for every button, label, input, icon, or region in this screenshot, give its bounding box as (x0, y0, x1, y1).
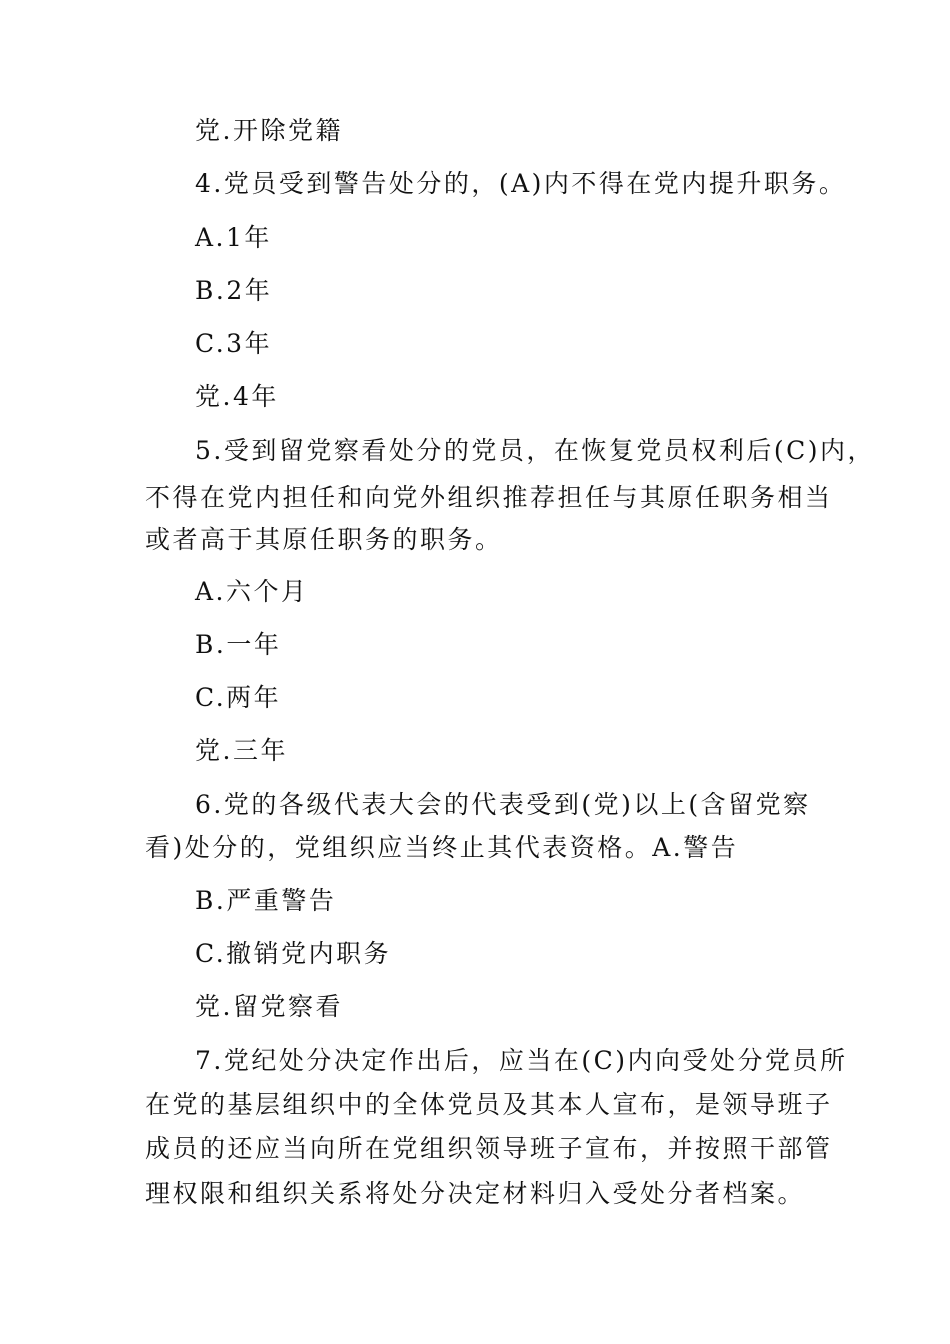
question-6-line-2: 看)处分的，党组织应当终止其代表资格。A.警告 (145, 833, 739, 862)
question-7-line-2: 在党的基层组织中的全体党员及其本人宣布，是领导班子 (145, 1090, 833, 1119)
option-d-q4: 党.4年 (195, 382, 279, 411)
question-7-line-3: 成员的还应当向所在党组织领导班子宣布，并按照干部管 (145, 1134, 833, 1163)
option-a-q4: A.1年 (195, 223, 272, 252)
option-d-q6: 党.留党察看 (195, 992, 343, 1021)
option-c-q6: C.撤销党内职务 (195, 939, 392, 968)
question-7-line-1: 7.党纪处分决定作出后，应当在(C)内向受处分党员所 (195, 1046, 848, 1075)
option-c-q4: C.3年 (195, 329, 273, 358)
option-b-q5: B.一年 (195, 630, 282, 659)
option-c-q5: C.两年 (195, 683, 282, 712)
option-d-q3: 党.开除党籍 (195, 116, 343, 145)
option-d-q5: 党.三年 (195, 736, 288, 765)
option-b-q4: B.2年 (195, 276, 273, 305)
option-a-q5: A.六个月 (195, 577, 309, 606)
question-5-line-1: 5.受到留党察看处分的党员，在恢复党员权利后(C)内， (195, 436, 875, 465)
question-6-line-1: 6.党的各级代表大会的代表受到(党)以上(含留党察 (195, 790, 811, 819)
question-5-line-2: 不得在党内担任和向党外组织推荐担任与其原任职务相当 (145, 483, 833, 512)
question-4: 4.党员受到警告处分的，(A)内不得在党内提升职务。 (195, 169, 847, 198)
question-5-line-3: 或者高于其原任职务的职务。 (145, 525, 503, 554)
question-7-line-4: 理权限和组织关系将处分决定材料归入受处分者档案。 (145, 1179, 806, 1208)
option-b-q6: B.严重警告 (195, 886, 337, 915)
